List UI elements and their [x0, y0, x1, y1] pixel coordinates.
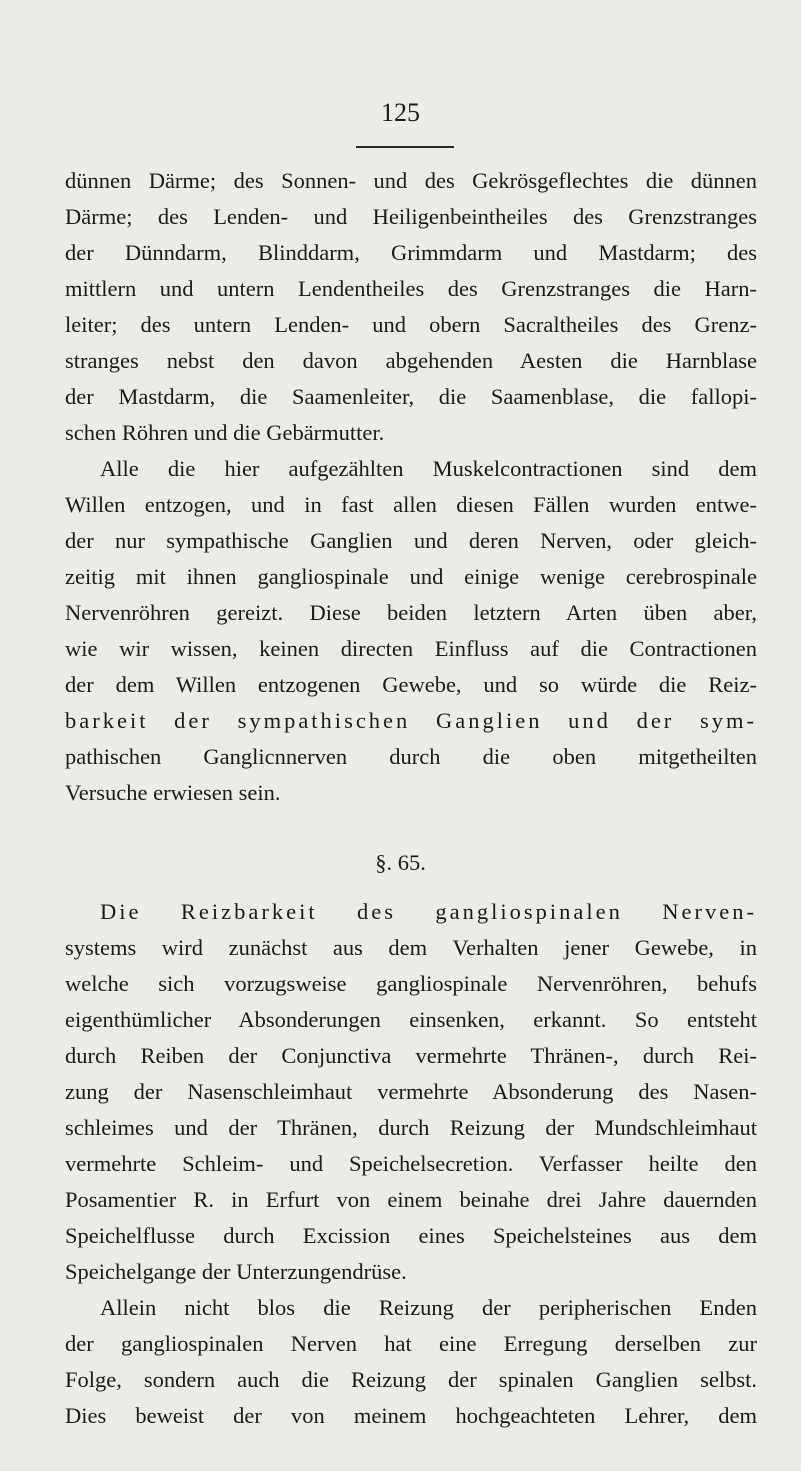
header-rule [356, 146, 454, 148]
text-line: Alle die hier aufgezählten Muskelcontractionen sind dem [100, 456, 757, 481]
text-line: pathischen Ganglicnnerven durch die oben mitgetheilten [65, 744, 757, 769]
text-line: barkeit der sympathischen Ganglien und der sym- [65, 708, 757, 733]
text-line: der gangliospinalen Nerven hat eine Erregung derselben zur [65, 1331, 757, 1356]
text-line: schleimes und der Thränen, durch Reizung der Mundschleimhaut [65, 1115, 757, 1140]
text-line: dünnen Därme; des Sonnen- und des Gekrösgeflechtes die dünnen [65, 168, 757, 193]
text-line: mittlern und untern Lendentheiles des Grenzstranges die Harn- [65, 276, 757, 301]
text-line: Dies beweist der von meinem hochgeachteten Lehrer, dem [65, 1403, 757, 1428]
text-line: Allein nicht blos die Reizung der peripherischen Enden [100, 1295, 757, 1320]
text-line: zeitig mit ihnen gangliospinale und einige wenige cerebrospinale [65, 564, 757, 589]
text-line: systems wird zunächst aus dem Verhalten jener Gewebe, in [65, 935, 757, 960]
text-line: Speichelgange der Unterzungendrüse. [65, 1259, 407, 1284]
text-line: Die Reizbarkeit des gangliospinalen Nerven- [100, 899, 757, 924]
text-line: Speichelflusse durch Excission eines Speichelsteines aus dem [65, 1223, 757, 1248]
page-number: 125 [381, 98, 420, 127]
text-line: leiter; des untern Lenden- und obern Sacraltheiles des Grenz- [65, 312, 757, 337]
text-line: der dem Willen entzogenen Gewebe, und so würde die Reiz- [65, 672, 757, 697]
text-line: der nur sympathische Ganglien und deren Nerven, oder gleich- [65, 528, 757, 553]
text-line: Folge, sondern auch die Reizung der spinalen Ganglien selbst. [65, 1367, 757, 1392]
text-line: wie wir wissen, keinen directen Einfluss auf die Contractionen [65, 636, 757, 661]
text-line: welche sich vorzugsweise gangliospinale Nervenröhren, behufs [65, 971, 757, 996]
text-line: der Mastdarm, die Saamenleiter, die Saamenblase, die fallopi- [65, 384, 757, 409]
text-line: eigenthümlicher Absonderungen einsenken, erkannt. So entsteht [65, 1007, 757, 1032]
text-line: stranges nebst den davon abgehenden Aesten die Harnblase [65, 348, 757, 373]
text-line: Nervenröhren gereizt. Diese beiden letztern Arten üben aber, [65, 600, 757, 625]
text-line: Versuche erwiesen sein. [65, 780, 281, 805]
text-line: vermehrte Schleim- und Speichelsecretion. Verfasser heilte den [65, 1151, 757, 1176]
text-line: Posamentier R. in Erfurt von einem beinahe drei Jahre dauernden [65, 1187, 757, 1212]
section-heading: §. 65. [375, 850, 426, 875]
text-line: durch Reiben der Conjunctiva vermehrte Thränen-, durch Rei- [65, 1043, 757, 1068]
text-line: Willen entzogen, und in fast allen diesen Fällen wurden entwe- [65, 492, 757, 517]
text-line: der Dünndarm, Blinddarm, Grimmdarm und Mastdarm; des [65, 240, 757, 265]
text-line: zung der Nasenschleimhaut vermehrte Absonderung des Nasen- [65, 1079, 757, 1104]
text-line: schen Röhren und die Gebärmutter. [65, 420, 385, 445]
text-line: Därme; des Lenden- und Heiligenbeintheiles des Grenzstranges [65, 204, 757, 229]
